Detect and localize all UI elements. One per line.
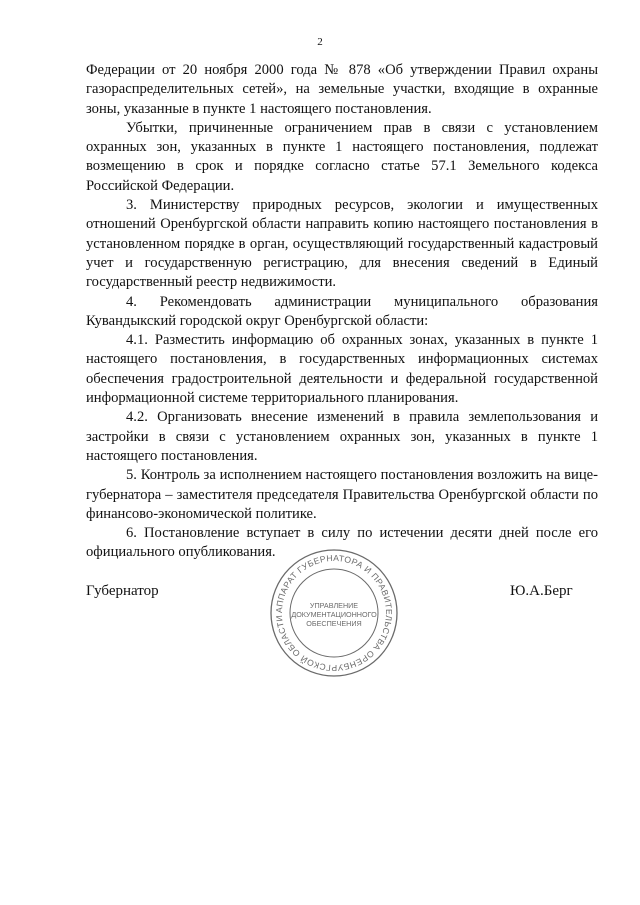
paragraph-item-4-1: 4.1. Разместить информацию об охранных зонах, указанных в пункте 1 настоящего постановления, в государственных информационных системах обеспечения градостроительной деятельности и федеральной государственной информационной системе территориального планирования. bbox=[86, 332, 598, 407]
signature-position: Губернатор bbox=[86, 583, 159, 599]
signature-name: Ю.А.Берг bbox=[510, 583, 573, 599]
page-number: 2 bbox=[317, 36, 323, 48]
paragraph-item-5: 5. Контроль за исполнением настоящего постановления возложить на вице-губернатора – заместителя председателя Правительства Оренбургской области по финансово-экономической политике. bbox=[86, 467, 598, 522]
paragraph-item-3: 3. Министерству природных ресурсов, экологии и имущественных отношений Оренбургской области направить копию настоящего постановления в установленном порядке в орган, осуществляющий государственный кадастровый учет и государственную регистрацию, для внесения сведений в Единый государственный реестр недвижимости. bbox=[86, 197, 598, 291]
svg-text:АППАРАТ ГУБЕРНАТОРА И ПРАВИТЕЛ: АППАРАТ ГУБЕРНАТОРА И ПРАВИТЕЛЬСТВА ОРЕНБУРГСКОЙ ОБЛАСТИ bbox=[273, 552, 395, 674]
paragraph-item-4-2: 4.2. Организовать внесение изменений в правила землепользования и застройки в связи с установлением охранных зон, указанных в пункте 1 настоящего постановления. bbox=[86, 409, 598, 464]
paragraph-losses: Убытки, причиненные ограничением прав в связи с установлением охранных зон, указанных в пункте 1 настоящего постановления, подлежат возмещению в срок и порядке согласно статье 57.1 Земельного кодекса Российской Федерации. bbox=[86, 119, 598, 194]
svg-text:ДОКУМЕНТАЦИОННОГО: ДОКУМЕНТАЦИОННОГО bbox=[291, 610, 377, 619]
paragraph-item-4: 4. Рекомендовать администрации муниципального образования Кувандыкский городской округ Оренбургской области: bbox=[86, 293, 598, 329]
svg-text:ОБЕСПЕЧЕНИЯ: ОБЕСПЕЧЕНИЯ bbox=[306, 619, 362, 628]
paragraph-continuation: Федерации от 20 ноября 2000 года № 878 «Об утверждении Правил охраны газораспределительных сетей», на земельные участки, входящие в охранные зоны, указанные в пункте 1 настоящего постановления. bbox=[86, 62, 598, 117]
svg-text:УПРАВЛЕНИЕ: УПРАВЛЕНИЕ bbox=[309, 601, 359, 610]
paragraph-item-6: 6. Постановление вступает в силу по истечении десяти дней после его официального опубликования. bbox=[86, 525, 598, 561]
document-body bbox=[86, 61, 598, 563]
official-seal-stamp bbox=[269, 548, 399, 678]
